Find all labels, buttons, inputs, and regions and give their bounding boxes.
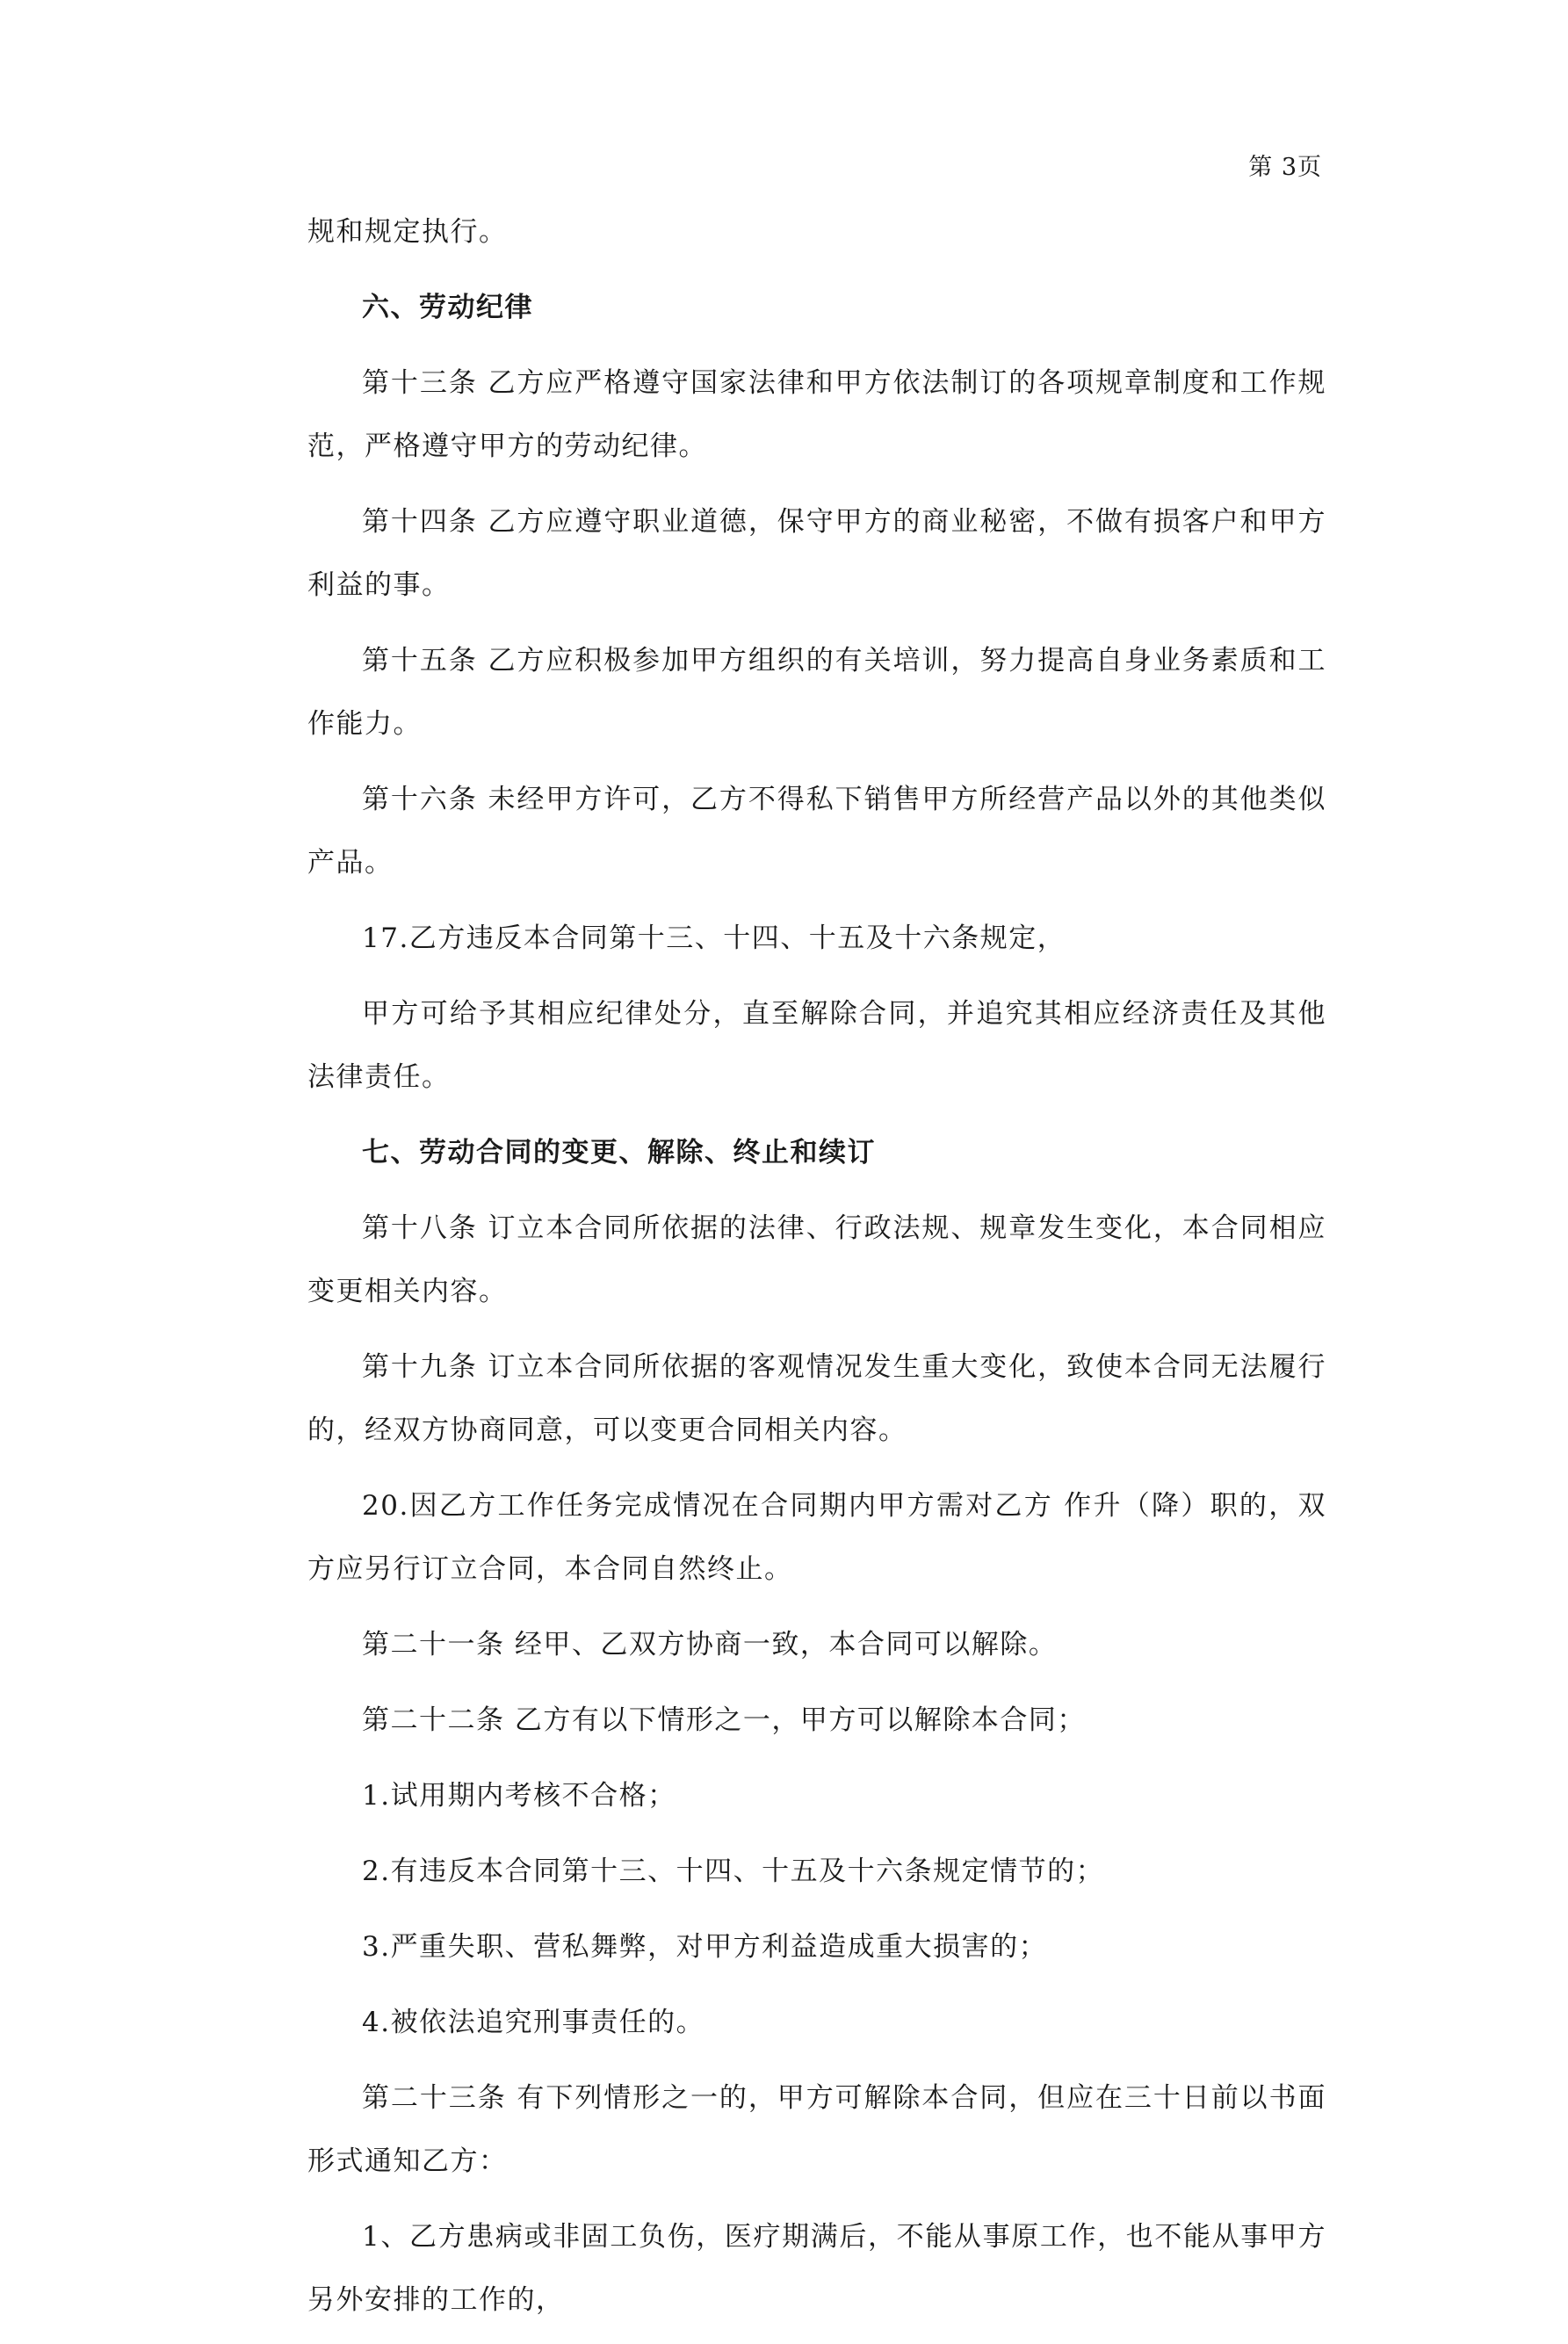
paragraph: 第十六条 未经甲方许可，乙方不得私下销售甲方所经营产品以外的其他类似产品。	[307, 784, 1326, 879]
paragraph: 17.乙方违反本合同第十三、十四、十五及十六条规定，	[362, 922, 1066, 954]
paragraph: 第十四条 乙方应遵守职业道德，保守甲方的商业秘密，不做有损客户和甲方利益的事。	[307, 506, 1326, 601]
paragraph: 第二十二条 乙方有以下情形之一，甲方可以解除本合同；	[362, 1704, 1086, 1736]
paragraph: 第十五条 乙方应积极参加甲方组织的有关培训，努力提高自身业务素质和工作能力。	[307, 645, 1326, 740]
paragraph: 第十八条 订立本合同所依据的法律、行政法规、规章发生变化，本合同相应变更相关内容。	[307, 1212, 1326, 1307]
list-item: 3.严重失职、营私舞弊，对甲方利益造成重大损害的；	[362, 1931, 1048, 1963]
paragraph: 第二十一条 经甲、乙双方协商一致，本合同可以解除。	[362, 1629, 1058, 1660]
paragraph: 第十三条 乙方应严格遵守国家法律和甲方依法制订的各项规章制度和工作规范，严格遵守甲方的劳动纪律。	[307, 367, 1326, 462]
list-item: 2.有违反本合同第十三、十四、十五及十六条规定情节的；	[362, 1856, 1105, 1887]
list-item: 1.试用期内考核不合格；	[362, 1780, 676, 1812]
paragraph: 规和规定执行。	[307, 216, 508, 248]
paragraph: 20.因乙方工作任务完成情况在合同期内甲方需对乙方 作升（降）职的，双方应另行订立合同，本合同自然终止。	[307, 1490, 1326, 1585]
paragraph: 第二十三条 有下列情形之一的，甲方可解除本合同，但应在三十日前以书面形式通知乙方：	[307, 2082, 1326, 2177]
document-body	[307, 200, 1326, 2344]
paragraph: 甲方可给予其相应纪律处分，直至解除合同，并追究其相应经济责任及其他法律责任。	[307, 998, 1326, 1093]
section-heading: 七、劳动合同的变更、解除、终止和续订	[362, 1137, 876, 1168]
section-heading: 六、劳动纪律	[362, 292, 533, 323]
page-number: 第 3页	[1248, 154, 1322, 181]
list-item: 1、乙方患病或非固工负伤，医疗期满后，不能从事原工作，也不能从事甲方另外安排的工作的，	[307, 2221, 1326, 2316]
list-item: 4.被依法追究刑事责任的。	[362, 2007, 705, 2038]
paragraph: 第十九条 订立本合同所依据的客观情况发生重大变化，致使本合同无法履行的，经双方协商同意，可以变更合同相关内容。	[307, 1351, 1326, 1446]
